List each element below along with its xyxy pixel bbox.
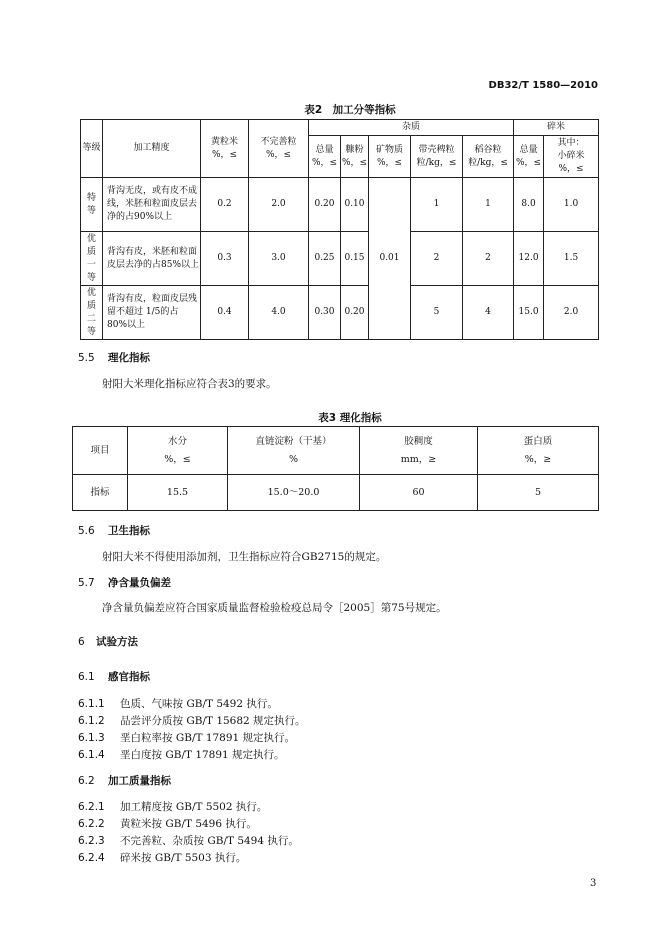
section-5-5-heading: 5.5 理化指标	[78, 352, 150, 364]
standard-code: DB32/T 1580—2010	[488, 80, 598, 91]
table-row	[81, 286, 599, 340]
imperfect-cell: 2.0	[249, 178, 309, 232]
mineral-cell: 0.01	[369, 178, 411, 340]
table2	[80, 119, 599, 340]
impurity-total-cell: 0.25	[309, 232, 341, 286]
table3-title: 表3 理化指标	[318, 412, 382, 424]
paddy-cell: 4	[463, 286, 514, 340]
list-item: 6.2.2 黄粒米按 GB/T 5496 执行。	[78, 818, 257, 830]
protein-cell: 5	[478, 475, 599, 511]
table-row	[73, 475, 599, 511]
list-item: 6.1.4 垩白度按 GB/T 17891 规定执行。	[78, 749, 285, 761]
paddy-husk-cell: 1	[411, 178, 463, 232]
small-broken-cell: 2.0	[544, 286, 599, 340]
table3	[72, 426, 599, 511]
amylose-cell: 15.0～20.0	[228, 475, 360, 511]
section-6-heading: 6 试验方法	[78, 636, 138, 648]
impurity-total-cell: 0.20	[309, 178, 341, 232]
yellow-cell: 0.2	[201, 178, 249, 232]
section-5-7-heading: 5.7 净含量负偏差	[78, 577, 171, 589]
yellow-header: 黄粒米 %，≤	[201, 120, 249, 178]
broken-total-header: 总量 %，≤	[514, 136, 544, 178]
grade-cell: 优 质 一 等	[81, 232, 103, 286]
protein-header: 蛋白质 %，≥	[478, 427, 599, 475]
imperfect-cell: 4.0	[249, 286, 309, 340]
broken-header: 碎米	[514, 120, 599, 136]
grade-cell: 优 质 二 等	[81, 286, 103, 340]
mineral-header: 矿物质 %，≤	[369, 136, 411, 178]
impurity-total-cell: 0.30	[309, 286, 341, 340]
paddy-husk-cell: 2	[411, 232, 463, 286]
item-header: 项目	[73, 427, 128, 475]
small-broken-header: 其中： 小碎米 %，≤	[544, 136, 599, 178]
bran-cell: 0.15	[341, 232, 369, 286]
broken-total-cell: 15.0	[514, 286, 544, 340]
small-broken-cell: 1.0	[544, 178, 599, 232]
precision-cell: 背沟有皮，米胚和粒面皮层去净的占85%以上	[103, 232, 201, 286]
table-row	[81, 232, 599, 286]
section-5-6-text: 射阳大米不得使用添加剂，卫生指标应符合GB2715的规定。	[102, 551, 387, 563]
bran-cell: 0.20	[341, 286, 369, 340]
grade-header: 等级	[81, 120, 103, 178]
list-item: 6.1.2 品尝评分质按 GB/T 15682 规定执行。	[78, 715, 306, 727]
page-number: 3	[590, 878, 597, 889]
amylose-header: 直链淀粉（干基） %	[228, 427, 360, 475]
section-6-2-heading: 6.2 加工质量指标	[78, 775, 171, 787]
list-item: 6.2.1 加工精度按 GB/T 5502 执行。	[78, 801, 268, 813]
imperfect-cell: 3.0	[249, 232, 309, 286]
bran-header: 糠粉 %，≤	[341, 136, 369, 178]
precision-header: 加工精度	[103, 120, 201, 178]
table2-title: 表2 加工分等指标	[304, 104, 396, 116]
list-item: 6.2.3 不完善粒、杂质按 GB/T 5494 执行。	[78, 835, 299, 847]
section-5-6-heading: 5.6 卫生指标	[78, 525, 150, 537]
impurity-header: 杂质	[309, 120, 514, 136]
paddy-header: 稻谷粒 粒/kg，≤	[463, 136, 514, 178]
paddy-husk-cell: 5	[411, 286, 463, 340]
table-row	[81, 178, 599, 232]
section-5-5-text: 射阳大米理化指标应符合表3的要求。	[102, 378, 277, 390]
paddy-cell: 1	[463, 178, 514, 232]
yellow-cell: 0.4	[201, 286, 249, 340]
section-5-7-text: 净含量负偏差应符合国家质量监督检验检疫总局令［2005］第75号规定。	[102, 602, 447, 614]
small-broken-cell: 1.5	[544, 232, 599, 286]
grade-cell: 特 等	[81, 178, 103, 232]
list-item: 6.2.4 碎米按 GB/T 5503 执行。	[78, 852, 247, 864]
yellow-cell: 0.3	[201, 232, 249, 286]
gel-header: 胶稠度 mm，≥	[360, 427, 478, 475]
moisture-cell: 15.5	[128, 475, 228, 511]
moisture-header: 水分 %，≤	[128, 427, 228, 475]
paddy-husk-header: 带壳稗粒 粒/kg，≤	[411, 136, 463, 178]
imperfect-header: 不完善粒 %，≤	[249, 120, 309, 178]
list-item: 6.1.3 垩白粒率按 GB/T 17891 规定执行。	[78, 732, 296, 744]
precision-cell: 背沟有皮，粒面皮层残留不超过 1/5的占 80%以上	[103, 286, 201, 340]
section-6-1-heading: 6.1 感官指标	[78, 671, 150, 683]
broken-total-cell: 8.0	[514, 178, 544, 232]
paddy-cell: 2	[463, 232, 514, 286]
bran-cell: 0.10	[341, 178, 369, 232]
list-item: 6.1.1 色质、气味按 GB/T 5492 执行。	[78, 698, 278, 710]
gel-cell: 60	[360, 475, 478, 511]
impurity-total-header: 总量 %，≤	[309, 136, 341, 178]
broken-total-cell: 12.0	[514, 232, 544, 286]
precision-cell: 背沟无皮，或有皮不成线，米胚和粒面皮层去净的占90%以上	[103, 178, 201, 232]
row-label: 指标	[73, 475, 128, 511]
